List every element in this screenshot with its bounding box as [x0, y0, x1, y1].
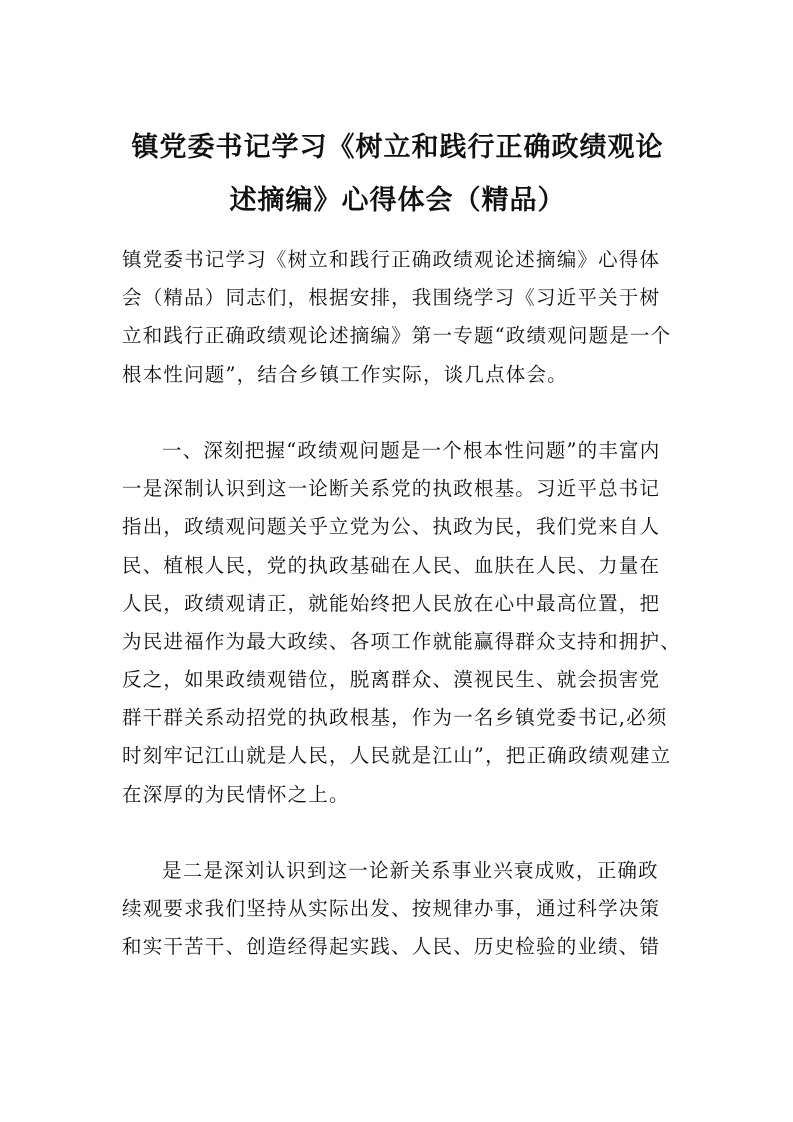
document-title [110, 121, 685, 227]
section-1-line-8: 群干群关系动招党的执政根基，作为一名乡镇党委书记,必须 [122, 706, 668, 730]
intro-line-2: 会（精品）同志们，根据安排，我围绕学习《习近平关于树 [122, 286, 661, 310]
section-2-line-3: 和实干苦干、创造经得起实践、人民、历史检验的业绩、错 [122, 935, 661, 959]
section-2-line-2: 续观要求我们坚持从实际出发、按规律办事，通过科学决策 [122, 897, 661, 921]
section-1-line-10: 在深厚的为民情怀之上。 [122, 782, 350, 806]
intro-paragraph [122, 241, 682, 394]
intro-line-3: 立和践行正确政绩观论述摘编》第一专题“政绩观问题是一个 [122, 324, 672, 348]
section-1-paragraph [122, 432, 682, 814]
paragraph-spacer [122, 814, 682, 852]
section-1-line-5: 人民，政绩观请正，就能始终把人民放在心中最高位置，把 [122, 591, 661, 615]
section-1-line-9: 时刻牢记江山就是人民，人民就是江山”，把正确政绩观建立 [122, 744, 672, 768]
document-body [122, 241, 682, 967]
section-2-paragraph [122, 852, 682, 967]
section-1-line-4: 民、植根人民，党的执政基础在人民、血肤在人民、力量在 [122, 553, 661, 577]
section-1-line-3: 指出，政绩观问题关乎立党为公、执政为民，我们党来自人 [122, 515, 661, 539]
section-2-line-1: 是二是深刘认识到这一论新关系事业兴衰成败，正确政 [162, 859, 659, 882]
section-1-line-2: 一是深制认识到这一论断关系党的执政根基。习近平总书记 [122, 477, 661, 501]
paragraph-spacer [122, 394, 682, 432]
intro-line-1: 镇党委书记学习《树立和践行正确政绩观论述摘编》心得体 [122, 248, 661, 271]
section-1-line-1: 一、深刻把握“政绩观问题是一个根本性问题”的丰富内 [162, 438, 661, 462]
title-line-1: 镇党委书记学习《树立和践行正确政绩观论 [131, 132, 664, 163]
title-line-2: 述摘编》心得体会（精品） [229, 185, 566, 216]
intro-line-4: 根本性问题”，结合乡镇工作实际，谈几点体会。 [122, 362, 568, 386]
section-1-line-7: 反之，如果政绩观错位，脱离群众、漠视民生、就会损害党 [122, 668, 661, 692]
section-1-line-6: 为民进福作为最大政续、各项工作就能赢得群众支持和拥护、 [122, 629, 681, 653]
